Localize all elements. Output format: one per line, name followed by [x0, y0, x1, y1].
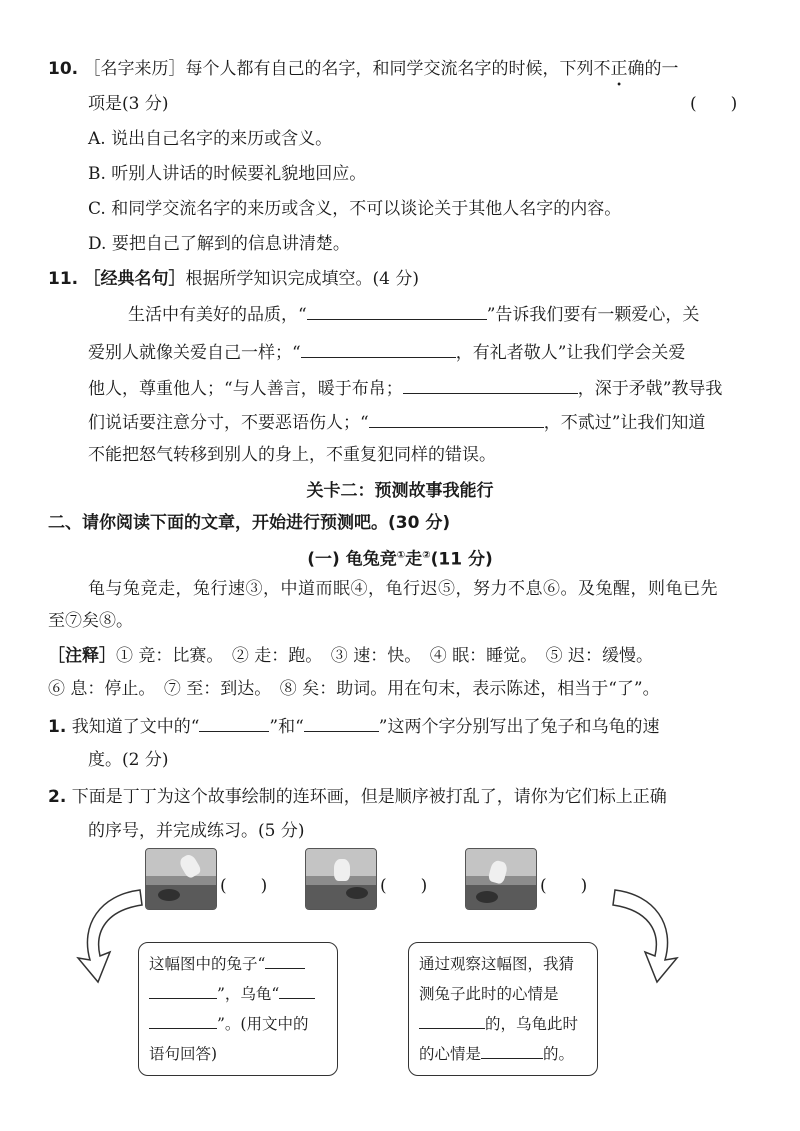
q1-number: 1.	[48, 717, 67, 737]
q1-line2: 度。(2 分)	[88, 750, 169, 770]
bubble-right	[408, 942, 598, 1076]
notes-line1	[48, 645, 653, 667]
passage-title-text: (11 分)	[430, 549, 493, 570]
q10-option-d[interactable]: D. 要把自己了解到的信息讲清楚。	[88, 234, 350, 254]
q11-text: 爱别人就像关爱自己一样；“	[88, 343, 301, 363]
footnote-mark: ①	[396, 550, 406, 561]
comic-order-paren-3[interactable]: ( )	[540, 876, 588, 896]
bubble-text: ”。(用文中的	[217, 1015, 309, 1033]
bubble-left-line2	[149, 979, 327, 1009]
q10-number: 10.	[48, 59, 79, 79]
q10-option-b[interactable]: B. 听别人讲话的时候要礼貌地回应。	[88, 164, 367, 184]
q1-blank-1[interactable]	[199, 715, 269, 732]
q11-text: 们说话要注意分寸，不要恶语伤人；“	[88, 413, 369, 433]
q10-answer-paren[interactable]: ( )	[690, 94, 738, 114]
bubble-left-blank-1[interactable]	[265, 952, 305, 969]
q11-text: 生活中有美好的品质，“	[128, 305, 307, 325]
bubble-right-blank-1[interactable]	[419, 1012, 485, 1029]
q11-passage-line5: 不能把怒气转移到别人的身上，不重复犯同样的错误。	[88, 445, 496, 465]
bubble-text: 这幅图中的兔子“	[149, 955, 266, 973]
bubble-left-blank-3[interactable]	[279, 982, 315, 999]
bubble-right-line2: 测兔子此时的心情是	[419, 985, 559, 1003]
bubble-left-line3	[149, 1009, 327, 1039]
q11-text: 他人，尊重他人；“与人善言，暖于布帛；	[88, 379, 403, 399]
q11-text: ，不贰过”让我们知道	[543, 413, 706, 433]
bubble-text: ”，乌龟“	[217, 985, 280, 1003]
q11-number: 11.	[48, 269, 79, 289]
q11-blank-4[interactable]	[369, 411, 544, 428]
q11-passage-line3	[88, 377, 722, 400]
comic-picture-3	[465, 848, 537, 910]
bubble-left-blank-4[interactable]	[149, 1012, 217, 1029]
q2-line1	[48, 786, 667, 808]
q11-tag: ［经典名句］	[83, 269, 186, 289]
passage-title-text: (一) 龟兔竞	[307, 549, 397, 570]
q10-option-c[interactable]: C. 和同学交流名字的来历或含义，不可以谈论关于其他人名字的内容。	[88, 199, 622, 219]
comic-order-paren-1[interactable]: ( )	[220, 876, 268, 896]
passage-text-line1: 龟与兔竞走，兔行速③，中道而眠④，龟行迟⑤，努力不息⑥。及兔醒，则龟已先	[88, 579, 718, 599]
notes-text: ① 竞：比赛。 ② 走：跑。 ③ 速：快。 ④ 眠：睡觉。 ⑤ 迟：缓慢。	[116, 646, 654, 666]
passage-title	[0, 545, 800, 571]
comic-picture-1	[145, 848, 217, 910]
q10-stem-b: 的一	[644, 59, 679, 79]
q10-stem-line2: 项是(3 分)	[88, 94, 169, 114]
notes-line2: ⑥ 息：停止。 ⑦ 至：到达。 ⑧ 矣：助词。用在句末，表示陈述，相当于“了”。	[48, 679, 660, 699]
q11-line1	[48, 268, 419, 290]
q11-text: ，有礼者敬人”让我们学会关爱	[455, 343, 686, 363]
comic-order-paren-2[interactable]: ( )	[380, 876, 428, 896]
bubble-right-line1: 通过观察这幅图，我猜	[419, 955, 575, 973]
q11-passage-line2	[88, 341, 685, 364]
bubble-right-line3	[419, 1009, 587, 1039]
q10-emphasis: 不正确	[593, 59, 645, 79]
q2-text: 下面是丁丁为这个故事绘制的连环画，但是顺序被打乱了，请你为它们标上正确	[71, 787, 667, 807]
bubble-right-blank-2[interactable]	[481, 1042, 543, 1059]
q11-blank-3[interactable]	[403, 377, 578, 394]
bubble-text: 的心情是	[419, 1045, 482, 1063]
notes-label: ［注释］	[48, 646, 116, 666]
q11-text: ”告诉我们要有一颗爱心，关	[486, 305, 700, 325]
bubble-left-blank-2[interactable]	[149, 982, 217, 999]
q1-text: 我知道了文中的“	[71, 717, 200, 737]
q1-line1	[48, 715, 660, 738]
q11-blank-1[interactable]	[307, 303, 487, 320]
section2-heading: 二、请你阅读下面的文章，开始进行预测吧。(30 分)	[48, 513, 451, 533]
q11-passage-line1	[128, 303, 699, 326]
passage-title-text: 走	[405, 549, 423, 570]
q11-stem: 根据所学知识完成填空。(4 分)	[185, 269, 420, 289]
q11-blank-2[interactable]	[301, 341, 456, 358]
comic-picture-2	[305, 848, 377, 910]
q10-tag: ［名字来历］	[83, 59, 186, 79]
bubble-text: 的。	[543, 1045, 575, 1063]
q1-text: ”和“	[269, 717, 304, 737]
q10-stem-a: 每个人都有自己的名字，和同学交流名字的时候，下列	[185, 59, 594, 79]
bubble-left-line1	[149, 949, 327, 979]
footnote-mark: ②	[422, 550, 431, 561]
passage-text-line2: 至⑦矣⑧。	[48, 611, 133, 631]
q2-number: 2.	[48, 787, 67, 807]
level2-title: 关卡二：预测故事我能行	[306, 481, 494, 501]
q2-line2: 的序号，并完成练习。(5 分)	[88, 821, 305, 841]
q1-blank-2[interactable]	[304, 715, 379, 732]
curved-arrow-right-icon	[605, 880, 685, 990]
bubble-left-line4: 语句回答)	[149, 1045, 218, 1063]
q10-line1	[48, 58, 679, 80]
q11-text: ，深于矛戟”教导我	[577, 379, 723, 399]
q11-passage-line4	[88, 411, 705, 434]
q1-text: ”这两个字分别写出了兔子和乌龟的速	[378, 717, 660, 737]
bubble-left	[138, 942, 338, 1076]
bubble-right-line4	[419, 1039, 587, 1069]
bubble-text: 的，乌龟此时	[485, 1015, 579, 1033]
q10-option-a[interactable]: A. 说出自己名字的来历或含义。	[88, 129, 333, 149]
